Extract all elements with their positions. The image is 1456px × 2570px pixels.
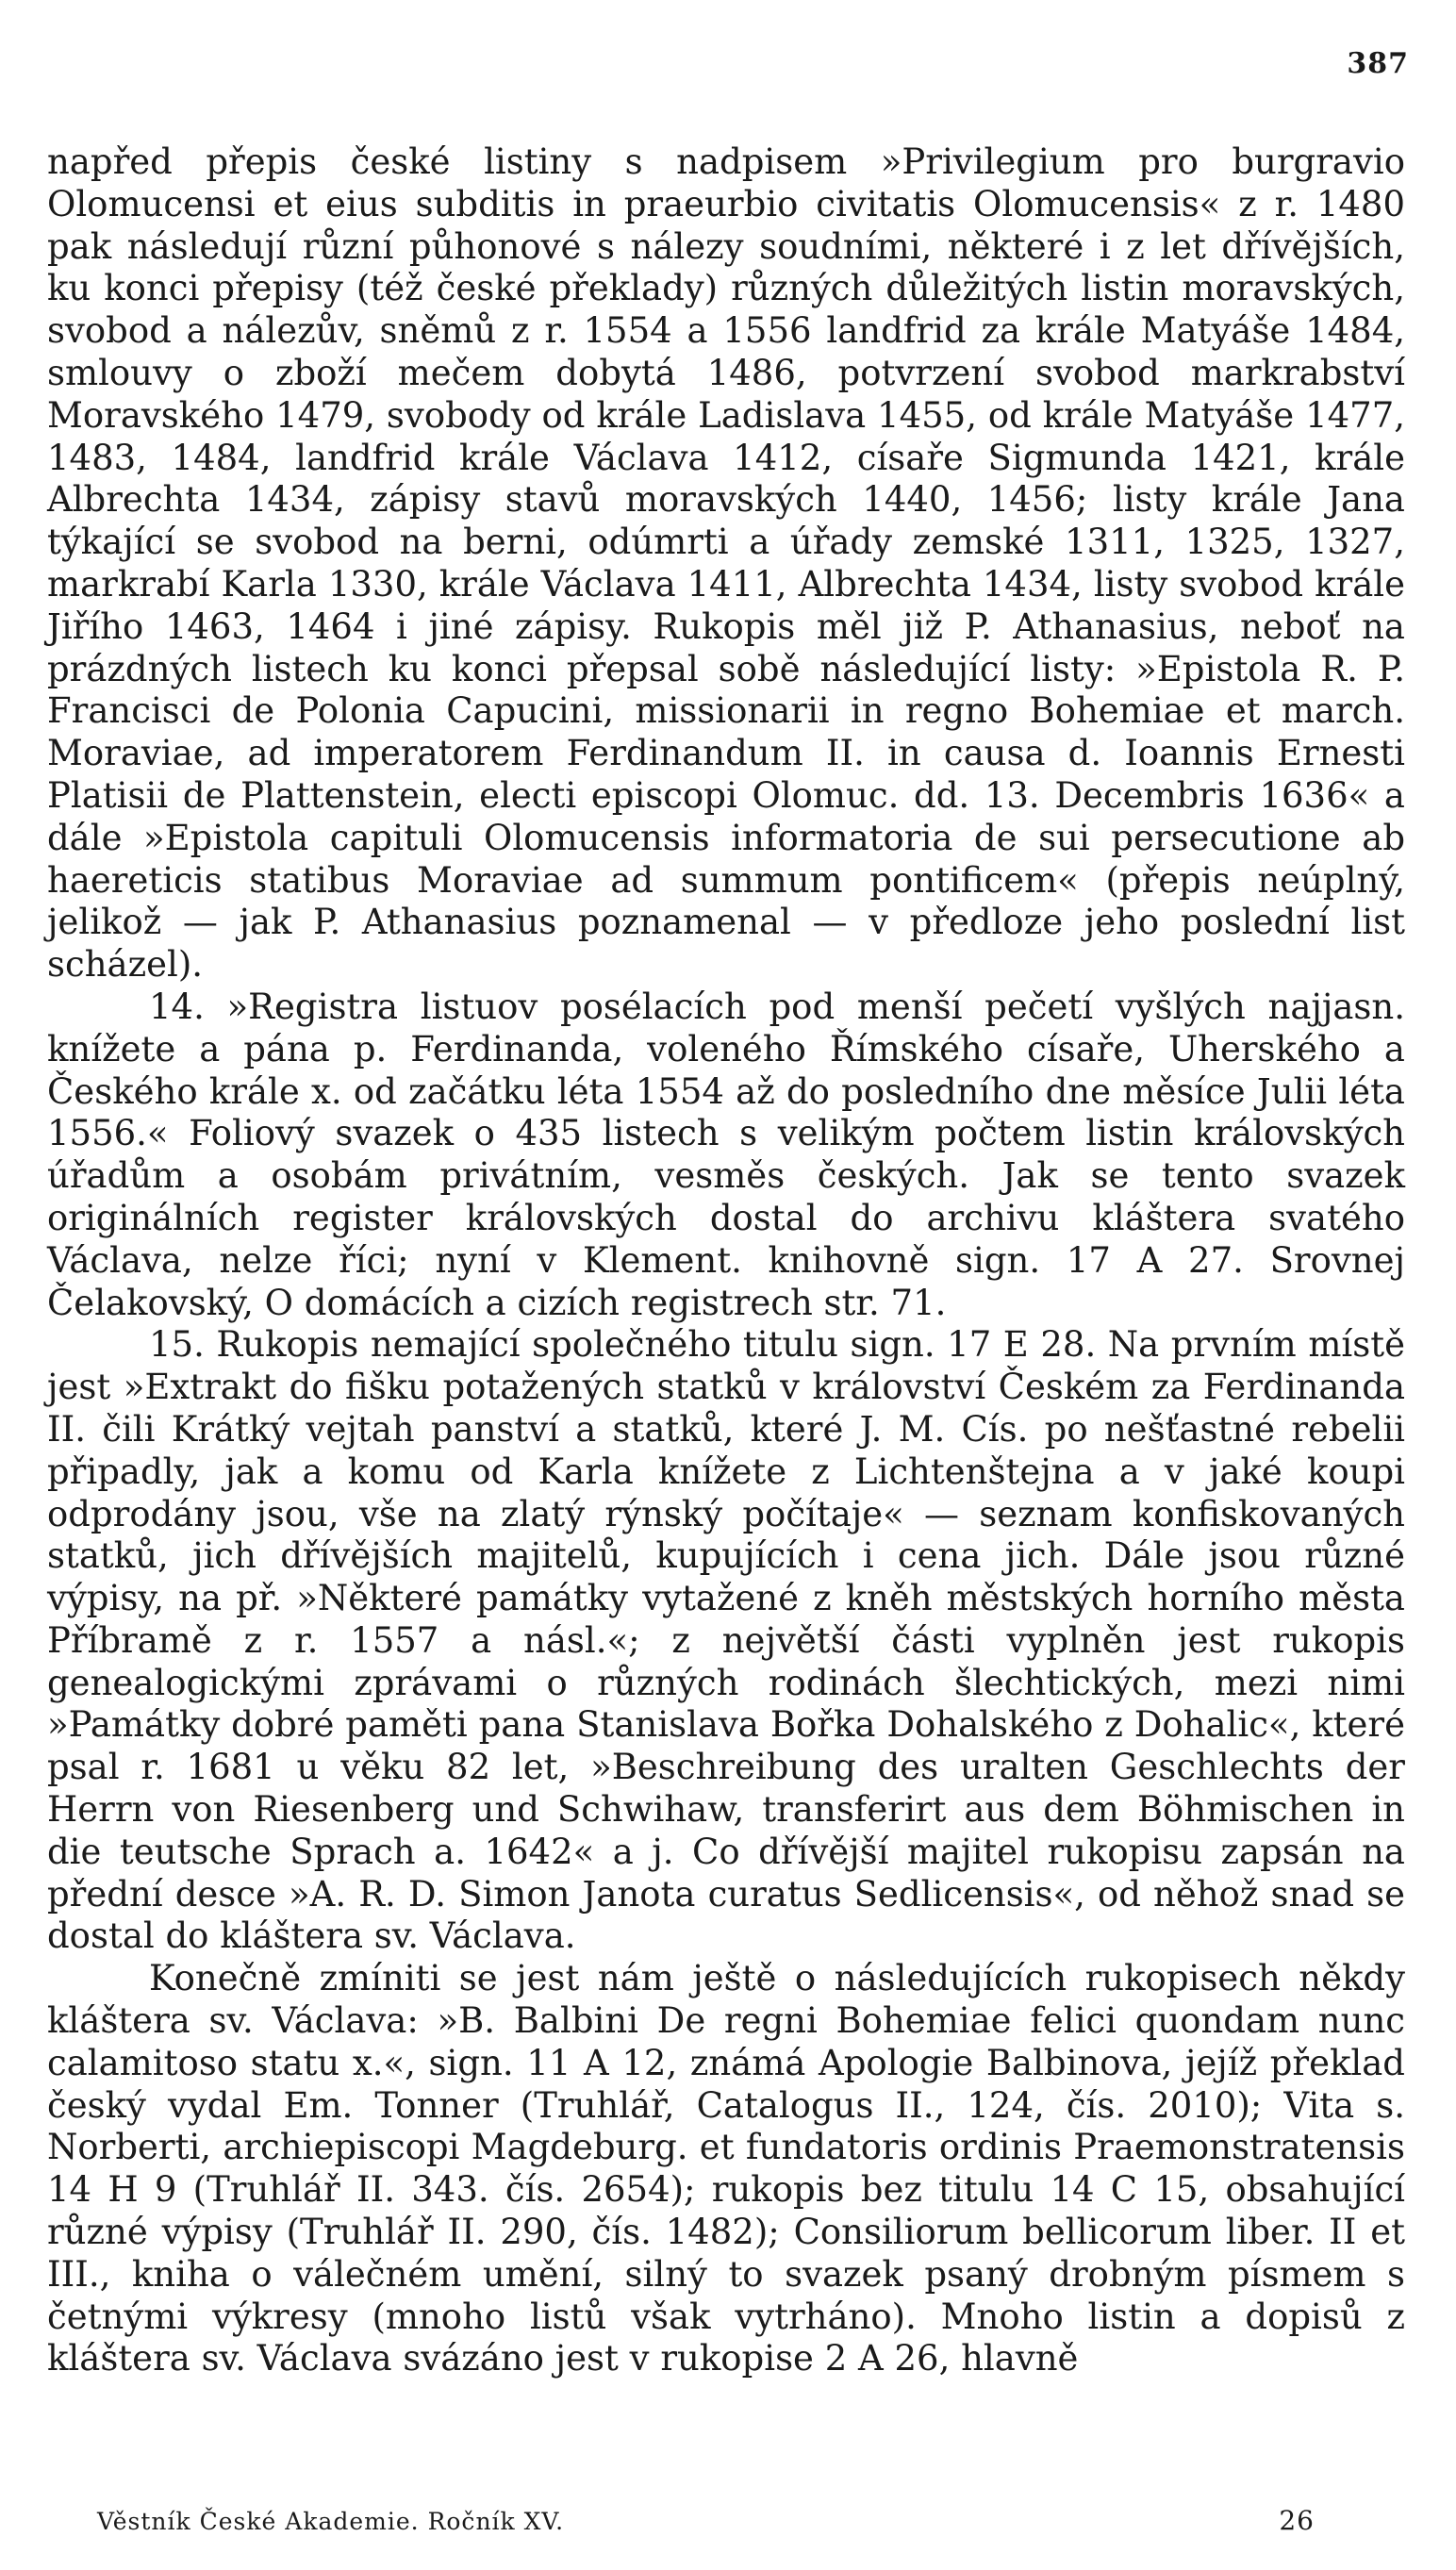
page-number: 387 — [1347, 47, 1409, 80]
body-text — [47, 141, 1405, 2380]
paragraph-other-manuscripts: Konečně zmíniti se jest nám ještě o následujících rukopisech někdy kláštera sv. Václava: »B. Balbini De regni Bohemiae felici quondam nunc calamitoso statu x.«, sign. 11 A 12, známá Apologie Balbinova, jejíž překlad český vydal Em. Tonner (Truhlář, Catalogus II., 124, čís. 2010); Vita s. Norberti, archiepiscopi Magdeburg. et fundatoris ordinis Praemonstratensis 14 H 9 (Truhlář II. 343. čís. 2654); rukopis bez titulu 14 C 15, obsahující různé výpisy (Truhlář II. 290, čís. 1482); Consiliorum bellicorum liber. II et III., kniha o válečném umění, silný to svazek psaný drobným písmem s četnými výkresy (mnoho listů však vytrháno). Mnoho listin a dopisů z kláštera sv. Václava svázáno jest v rukopise 2 A 26, hlavně — [47, 1958, 1405, 2379]
paragraph-item-14: 14. »Registra listuov posélacích pod menší pečetí vyšlých najjasn. knížete a pána p. Ferdinanda, voleného Římského císaře, Uherského a Českého krále x. od začátku léta 1554 až do posledního dne měsíce Julii léta 1556.« Foliový svazek o 435 listech s velikým počtem listin královských úřadům a osobám privátním, vesměs českých. Jak se tento svazek originálních register královských dostal do archivu kláštera svatého Václava, nelze říci; nyní v Klement. knihovně sign. 17 A 27. Srovnej Čelakovský, O domácích a cizích registrech str. 71. — [47, 986, 1405, 1323]
footer-journal-title: Věstník České Akademie. Ročník XV. — [97, 2508, 565, 2535]
page-footer — [97, 2505, 1315, 2536]
footer-sheet-number: 26 — [1279, 2505, 1315, 2536]
paragraph-item-15: 15. Rukopis nemající společného titulu sign. 17 E 28. Na prvním místě jest »Extrakt do fišku potažených statků v království Českém za Ferdinanda II. čili Krátký vejtah panství a statků, které J. M. Cís. po nešťastné rebelii připadly, jak a komu od Karla knížete z Lichtenštejna a v jaké koupi odprodány jsou, vše na zlatý rýnský počítaje« — seznam konfiskovaných statků, jich dřívějších majitelů, kupujících i cena jich. Dále jsou různé výpisy, na př. »Některé památky vytažené z kněh městských horního města Příbramě z r. 1557 a násl.«; z největší části vyplněn jest rukopis genealogickými zprávami o různých rodinách šlechtických, mezi nimi »Památky dobré paměti pana Stanislava Bořka Dohalského z Dohalic«, které psal r. 1681 u věku 82 let, »Beschreibung des uralten Geschlechts der Herrn von Riesenberg und Schwihaw, transferirt aus dem Böhmischen in die teutsche Sprach a. 1642« a j. Co dřívější majitel rukopisu zapsán na přední desce »A. R. D. Simon Janota curatus Sedlicensis«, od něhož snad se dostal do kláštera sv. Václava. — [47, 1324, 1405, 1957]
paragraph-continuation: napřed přepis české listiny s nadpisem »Privilegium pro burgravio Olomucensi et eius subditis in praeurbio civitatis Olomucensis« z r. 1480 pak následují různí půhonové s nálezy soudními, některé i z let dřívějších, ku konci přepisy (též české překlady) různých důležitých listin moravských, svobod a nálezův, sněmů z r. 1554 a 1556 landfrid za krále Matyáše 1484, smlouvy o zboží mečem dobytá 1486, potvrzení svobod markrabství Moravského 1479, svobody od krále Ladislava 1455, od krále Matyáše 1477, 1483, 1484, landfrid krále Václava 1412, císaře Sigmunda 1421, krále Albrechta 1434, zápisy stavů moravských 1440, 1456; listy krále Jana týkající se svobod na berni, odúmrti a úřady zemské 1311, 1325, 1327, markrabí Karla 1330, krále Václava 1411, Albrechta 1434, listy svobod krále Jiřího 1463, 1464 i jiné zápisy. Rukopis měl již P. Athanasius, neboť na prázdných listech ku konci přepsal sobě následující listy: »Epistola R. P. Francisci de Polonia Capucini, missionarii in regno Bohemiae et march. Moraviae, ad imperatorem Ferdinandum II. in causa d. Ioannis Ernesti Platisii de Plattenstein, electi episcopi Olomuc. dd. 13. Decembris 1636« a dále »Epistola capituli Olomucensis informatoria de sui persecutione ab haereticis statibus Moraviae ad summum pontificem« (přepis neúplný, jelikož — jak P. Athanasius poznamenal — v předloze jeho poslední list scházel). — [47, 141, 1405, 986]
